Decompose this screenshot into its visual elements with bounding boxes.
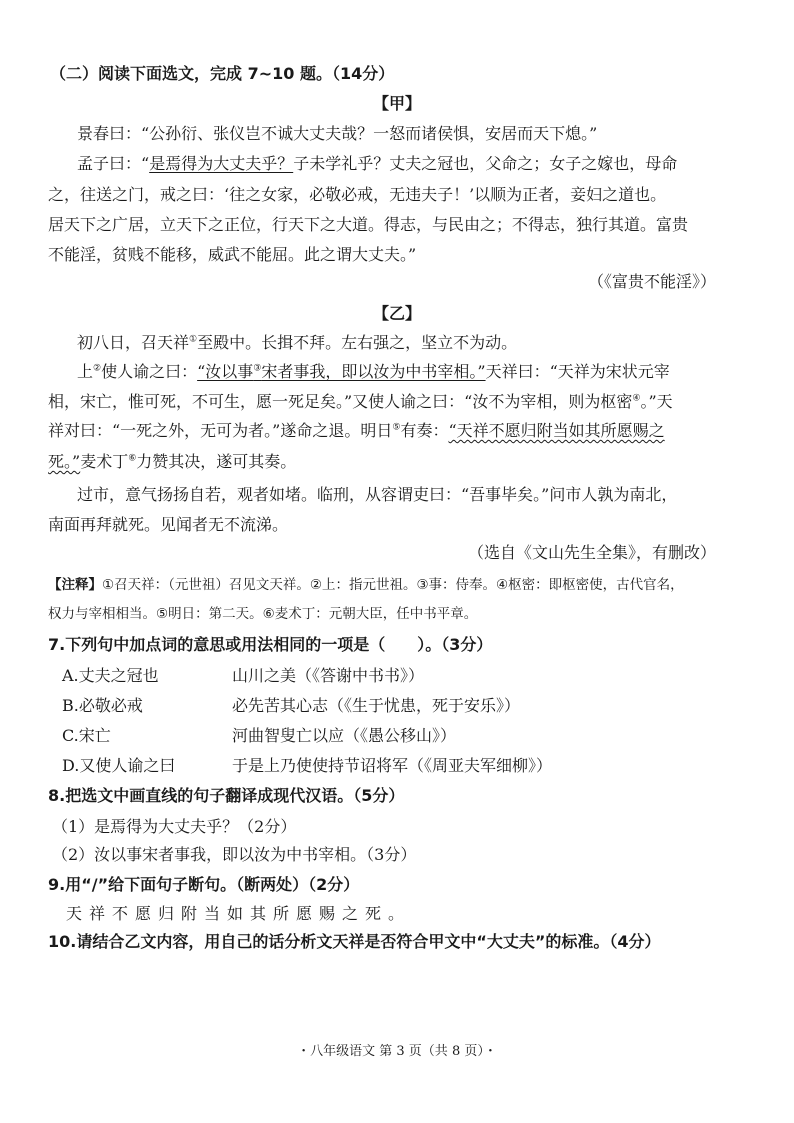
notes-line: 权力与宰相相当。⑤明日：第二天。⑥麦术丁：元朝大臣，任中书平章。 bbox=[48, 606, 478, 622]
passage-a-title: 【甲】 bbox=[372, 94, 421, 113]
passage-a-line: 景春曰：“公孙衍、张仪岂不诚大丈夫哉？一怒而诸侯惧，安居而天下熄。” bbox=[77, 124, 598, 143]
question-10-stem: 10.请结合乙文内容，用自己的话分析文天祥是否符合甲文中“大丈夫”的标准。（4分） bbox=[48, 932, 661, 951]
passage-b-line: 上②使人谕之曰：“汝以事③宋者事我，即以汝为中书宰相。”天祥曰：“天祥为宋状元宰 bbox=[77, 362, 670, 381]
q7-option-b-right: 必先苦其心志（《生于忧患，死于安乐》） bbox=[232, 696, 521, 715]
page-footer: ・八年级语文 第 3 页（共 8 页）・ bbox=[297, 1044, 497, 1059]
passage-b-source: （选自《文山先生全集》，有删改） bbox=[467, 543, 716, 562]
question-8-item: （1）是焉得为大丈夫乎？（2分） bbox=[52, 817, 297, 836]
section-heading: （二）阅读下面选文，完成 7~10 题。（14分） bbox=[50, 64, 395, 83]
underlined-sentence: 是焉得为大丈夫乎？ bbox=[149, 154, 294, 173]
underlined-sentence: “汝以事③宋者事我，即以汝为中书宰相。” bbox=[197, 362, 486, 381]
question-8-stem: 8.把选文中画直线的句子翻译成现代汉语。（5分） bbox=[48, 786, 405, 805]
q7-option-d-right: 于是上乃使使持节诏将军（《周亚夫军细柳》） bbox=[232, 756, 553, 775]
question-7-stem: 7.下列句中加点词的意思或用法相同的一项是（ ）。（3分） bbox=[48, 635, 493, 654]
wavy-underlined-sentence: “天祥不愿归附当如其所愿赐之 bbox=[448, 421, 665, 440]
passage-a-line: 居天下之广居，立天下之正位，行天下之大道。得志，与民由之；不得志，独行其道。富贵 bbox=[48, 215, 689, 234]
passage-b-line: 初八日，召天祥①至殿中。长揖不拜。左右强之，坚立不为动。 bbox=[77, 333, 518, 352]
q7-option-d-left: D.又使人谕之曰 bbox=[62, 756, 176, 775]
notes-label: 【注释】 bbox=[48, 577, 102, 593]
passage-a-line: 不能淫，贫贱不能移，威武不能屈。此之谓大丈夫。” bbox=[48, 245, 417, 264]
passage-b-title: 【乙】 bbox=[372, 304, 421, 323]
passage-a-source: （《富贵不能淫》） bbox=[587, 272, 716, 291]
passage-b-line: 死。”麦术丁⑥力赞其决，遂可其奏。 bbox=[48, 452, 297, 471]
passage-a-line: 之，往送之门，戒之曰：‘往之女家，必敬必戒，无违夫子！’以顺为正者，妾妇之道也。 bbox=[48, 185, 667, 204]
q7-option-c-right: 河曲智叟亡以应（《愚公移山》） bbox=[232, 726, 457, 745]
q7-option-a-left: A.丈夫之冠也 bbox=[62, 666, 159, 685]
passage-b-line: 祥对曰：“一死之外，无可为者。”遂命之退。明日⑤有奏：“天祥不愿归附当如其所愿赐之 bbox=[48, 421, 665, 440]
passage-b-line: 过市，意气扬扬自若，观者如堵。临刑，从容谓吏曰：“吾事毕矣。”问市人孰为南北， bbox=[77, 485, 678, 504]
wavy-underlined-sentence: 死。” bbox=[48, 452, 81, 471]
q7-option-b-left: B.必敬必戒 bbox=[62, 696, 143, 715]
notes-line: 【注释】①召天祥：（元世祖）召见文天祥。②上：指元世祖。③事：侍奉。④枢密：即枢密使，古代官名， bbox=[48, 577, 684, 593]
passage-b-line: 相，宋亡，惟可死，不可生，愿一死足矣。”又使人谕之曰：“汝不为宰相，则为枢密④。”天 bbox=[48, 392, 673, 411]
q7-option-c-left: C.宋亡 bbox=[62, 726, 111, 745]
q7-option-a-right: 山川之美（《答谢中书书》） bbox=[232, 666, 425, 685]
passage-b-line: 南面再拜就死。见闻者无不流涕。 bbox=[48, 515, 289, 534]
question-8-item: （2）汝以事宋者事我，即以汝为中书宰相。（3分） bbox=[52, 845, 417, 864]
passage-a-line: 孟子曰：“是焉得为大丈夫乎？子未学礼乎？丈夫之冠也，父命之；女子之嫁也，母命 bbox=[77, 154, 678, 173]
question-9-sentence: 天祥不愿归附当如其所愿赐之死。 bbox=[66, 904, 412, 923]
question-9-stem: 9.用“/”给下面句子断句。（断两处）（2分） bbox=[48, 875, 360, 894]
